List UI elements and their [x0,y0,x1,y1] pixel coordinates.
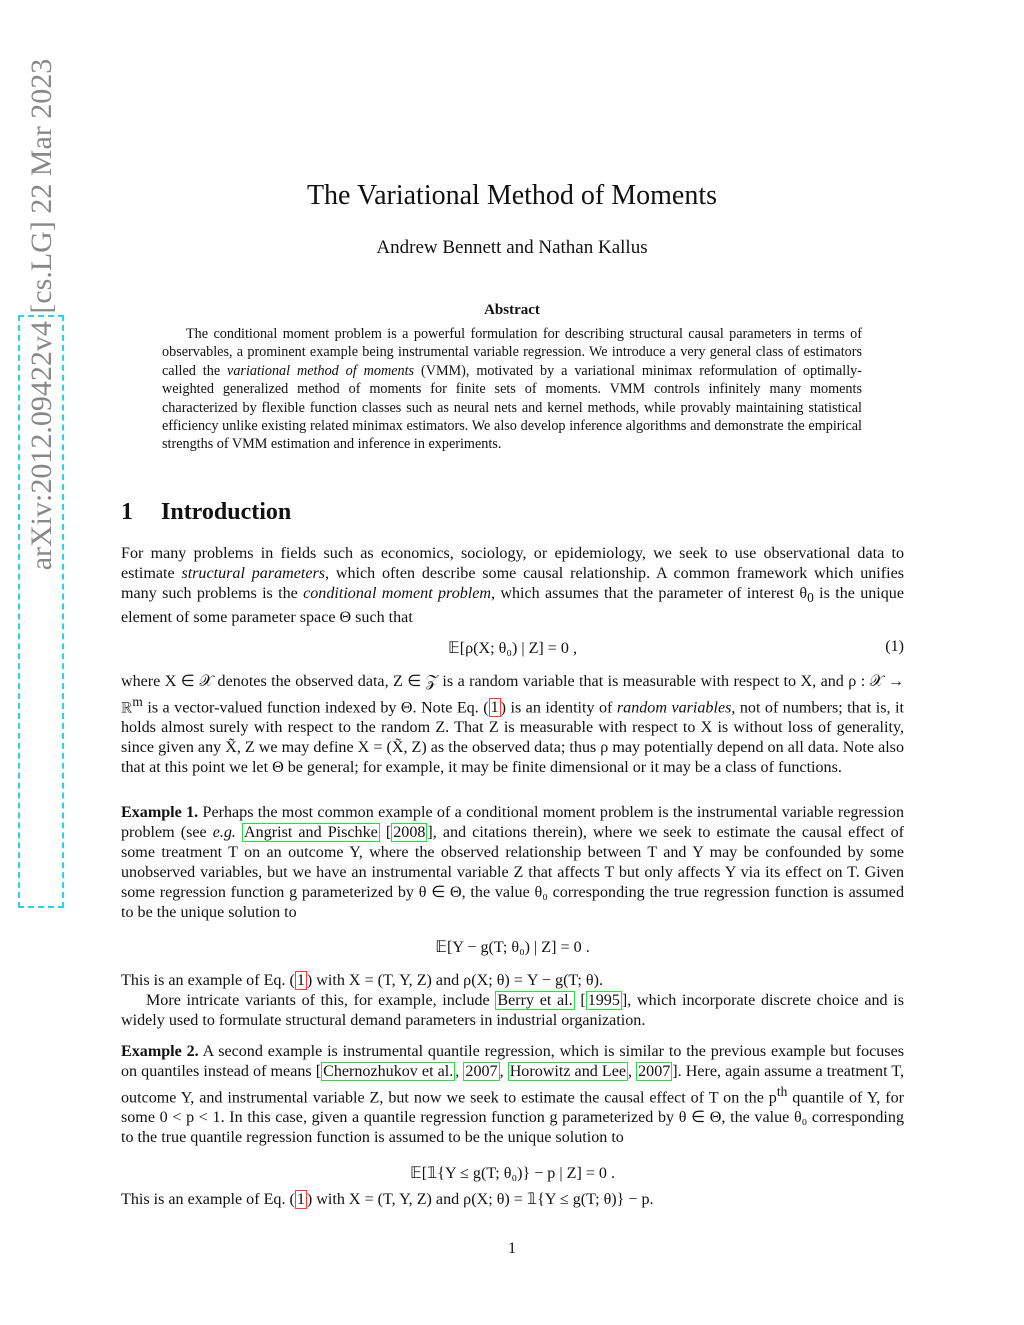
eq-ref-link[interactable]: 1 [296,972,305,989]
definitions-paragraph: where X ∈ 𝒳 denotes the observed data, Z ∈ 𝒵 is a random variable that is measurable with respect to X, and ρ : 𝒳 → ℝ$^m$ is a vector-valued function indexed by Θ. Note Eq. ( 1 ) is an identity of random variables, not of numbers; that is, it holds almost surely with respect to the random Z. That Z is measurable with respect to X is without loss of generality, since given any X̃, Z we may define X = (X̃, Z) as the observed data; thus ρ may potentially depend on all data. Note also that at this point we let Θ be general; for example, it may be finite dimensional or it may be a class of functions. [121,673,904,777]
example-1: Example 1. Perhaps the most common example of a conditional moment problem is the instrumental variable regression problem (see e.g. Angrist and Pischke [ 2008 ], and citations therein), where we seek to estimate the causal effect of some treatment T on an outcome Y, where the observed relationship between T and Y may be confounded by some unobserved variables, but we have an instrumental variable Z that affects T but only affects Y via its effect on T. Given some regression function g parameterized by θ ∈ Θ, the value θ₀ corresponding the true regression function is assumed to be the unique solution to [121,804,904,921]
example-1-label: Example 1. [121,804,199,821]
abstract-emphasis: variational method of moments [227,362,415,379]
eq-ref-link[interactable]: 1 [296,1191,305,1208]
citation-year-link[interactable]: 2007 [465,1063,498,1080]
citation-link[interactable]: Angrist and Pischke [244,824,378,841]
paper-title: The Variational Method of Moments [306,180,718,211]
abstract-text: The conditional moment problem is a powerful formulation for describing structural causal parameters in terms of observables, a prominent example being instrumental variable regression. We introduce a very general class of estimators called the variational method of moments (VMM), motivated by a variational minimax reformulation of optimally-weighted generalized method of moments for finite sets of moments. VMM controls infinitely many moments characterized by flexible function classes such as neural nets and kernel methods, while provably maintaining statistical efficiency unlike existing related minimax estimators. We also develop inference algorithms and demonstrate the empirical strengths of VMM estimation and inference in experiments. [162,326,862,453]
example-2-label: Example 2. [121,1043,199,1060]
citation-link[interactable]: Berry et al. [497,992,573,1009]
equation-1: 𝔼[ρ(X; θ₀) | Z] = 0 , [448,640,577,657]
equation-3: 𝔼[𝟙{Y ≤ g(T; θ₀)} − p | Z] = 0 . [409,1165,616,1182]
section-heading [121,499,291,526]
citation-year-link[interactable]: 2008 [393,824,426,841]
equation-1-label: (1) [885,638,904,655]
citation-link[interactable]: Chernozhukov et al. [323,1063,454,1080]
section-number: 1 [121,499,133,525]
example-1-followup: This is an example of Eq. ( 1 ) with X = (T, Y, Z) and ρ(X; θ) = Y − g(T; θ). More intricate variants of this, for example, include Berry et al. [ 1995 ], which incorporate discrete choice and is widely used to formulate structural demand parameters in industrial organization. [121,972,905,1029]
citation-year-link[interactable]: 1995 [587,992,620,1009]
section-title: Introduction [161,499,292,525]
arxiv-stamp[interactable]: arXiv:2012.09422v4 [cs.LG] 22 Mar 2023 [25,58,58,571]
equation-2: 𝔼[Y − g(T; θ₀) | Z] = 0 . [435,939,590,956]
citation-year-link[interactable]: 2007 [638,1063,671,1080]
intro-paragraph: For many problems in fields such as economics, sociology, or epidemiology, we seek to use observational data to estimate structural parameters, which often describe some causal relationship. A common framework which unifies many such problems is the conditional moment problem, which assumes that the parameter of interest $\theta_0$ is the unique element of some parameter space Θ such that [121,545,904,627]
example-2-followup: This is an example of Eq. ( 1 ) with X = (T, Y, Z) and ρ(X; θ) = 𝟙{Y ≤ g(T; θ)} − p. [121,1191,654,1208]
abstract-heading: Abstract [484,302,540,318]
eq-ref-link[interactable]: 1 [490,699,499,717]
citation-link[interactable]: Horowitz and Lee [509,1063,626,1080]
paper-authors: Andrew Bennett and Nathan Kallus [376,237,648,258]
page-number: 1 [508,1240,516,1257]
example-2: Example 2. A second example is instrumental quantile regression, which is similar to the previous example but focuses on quantiles instead of means [ Chernozhukov et al. , 2007 , Horowitz and Lee , 2007 ]. Here, again assume a treatment T, outcome Y, and instrumental variable Z, but now we seek to estimate the causal effect of T on the $p^{th}$ quantile of Y, for some 0 < p < 1. In this case, given a quantile regression function g parameterized by θ ∈ Θ, the value θ₀ corresponding to the true quantile regression function is assumed to be the unique solution to [121,1043,904,1147]
